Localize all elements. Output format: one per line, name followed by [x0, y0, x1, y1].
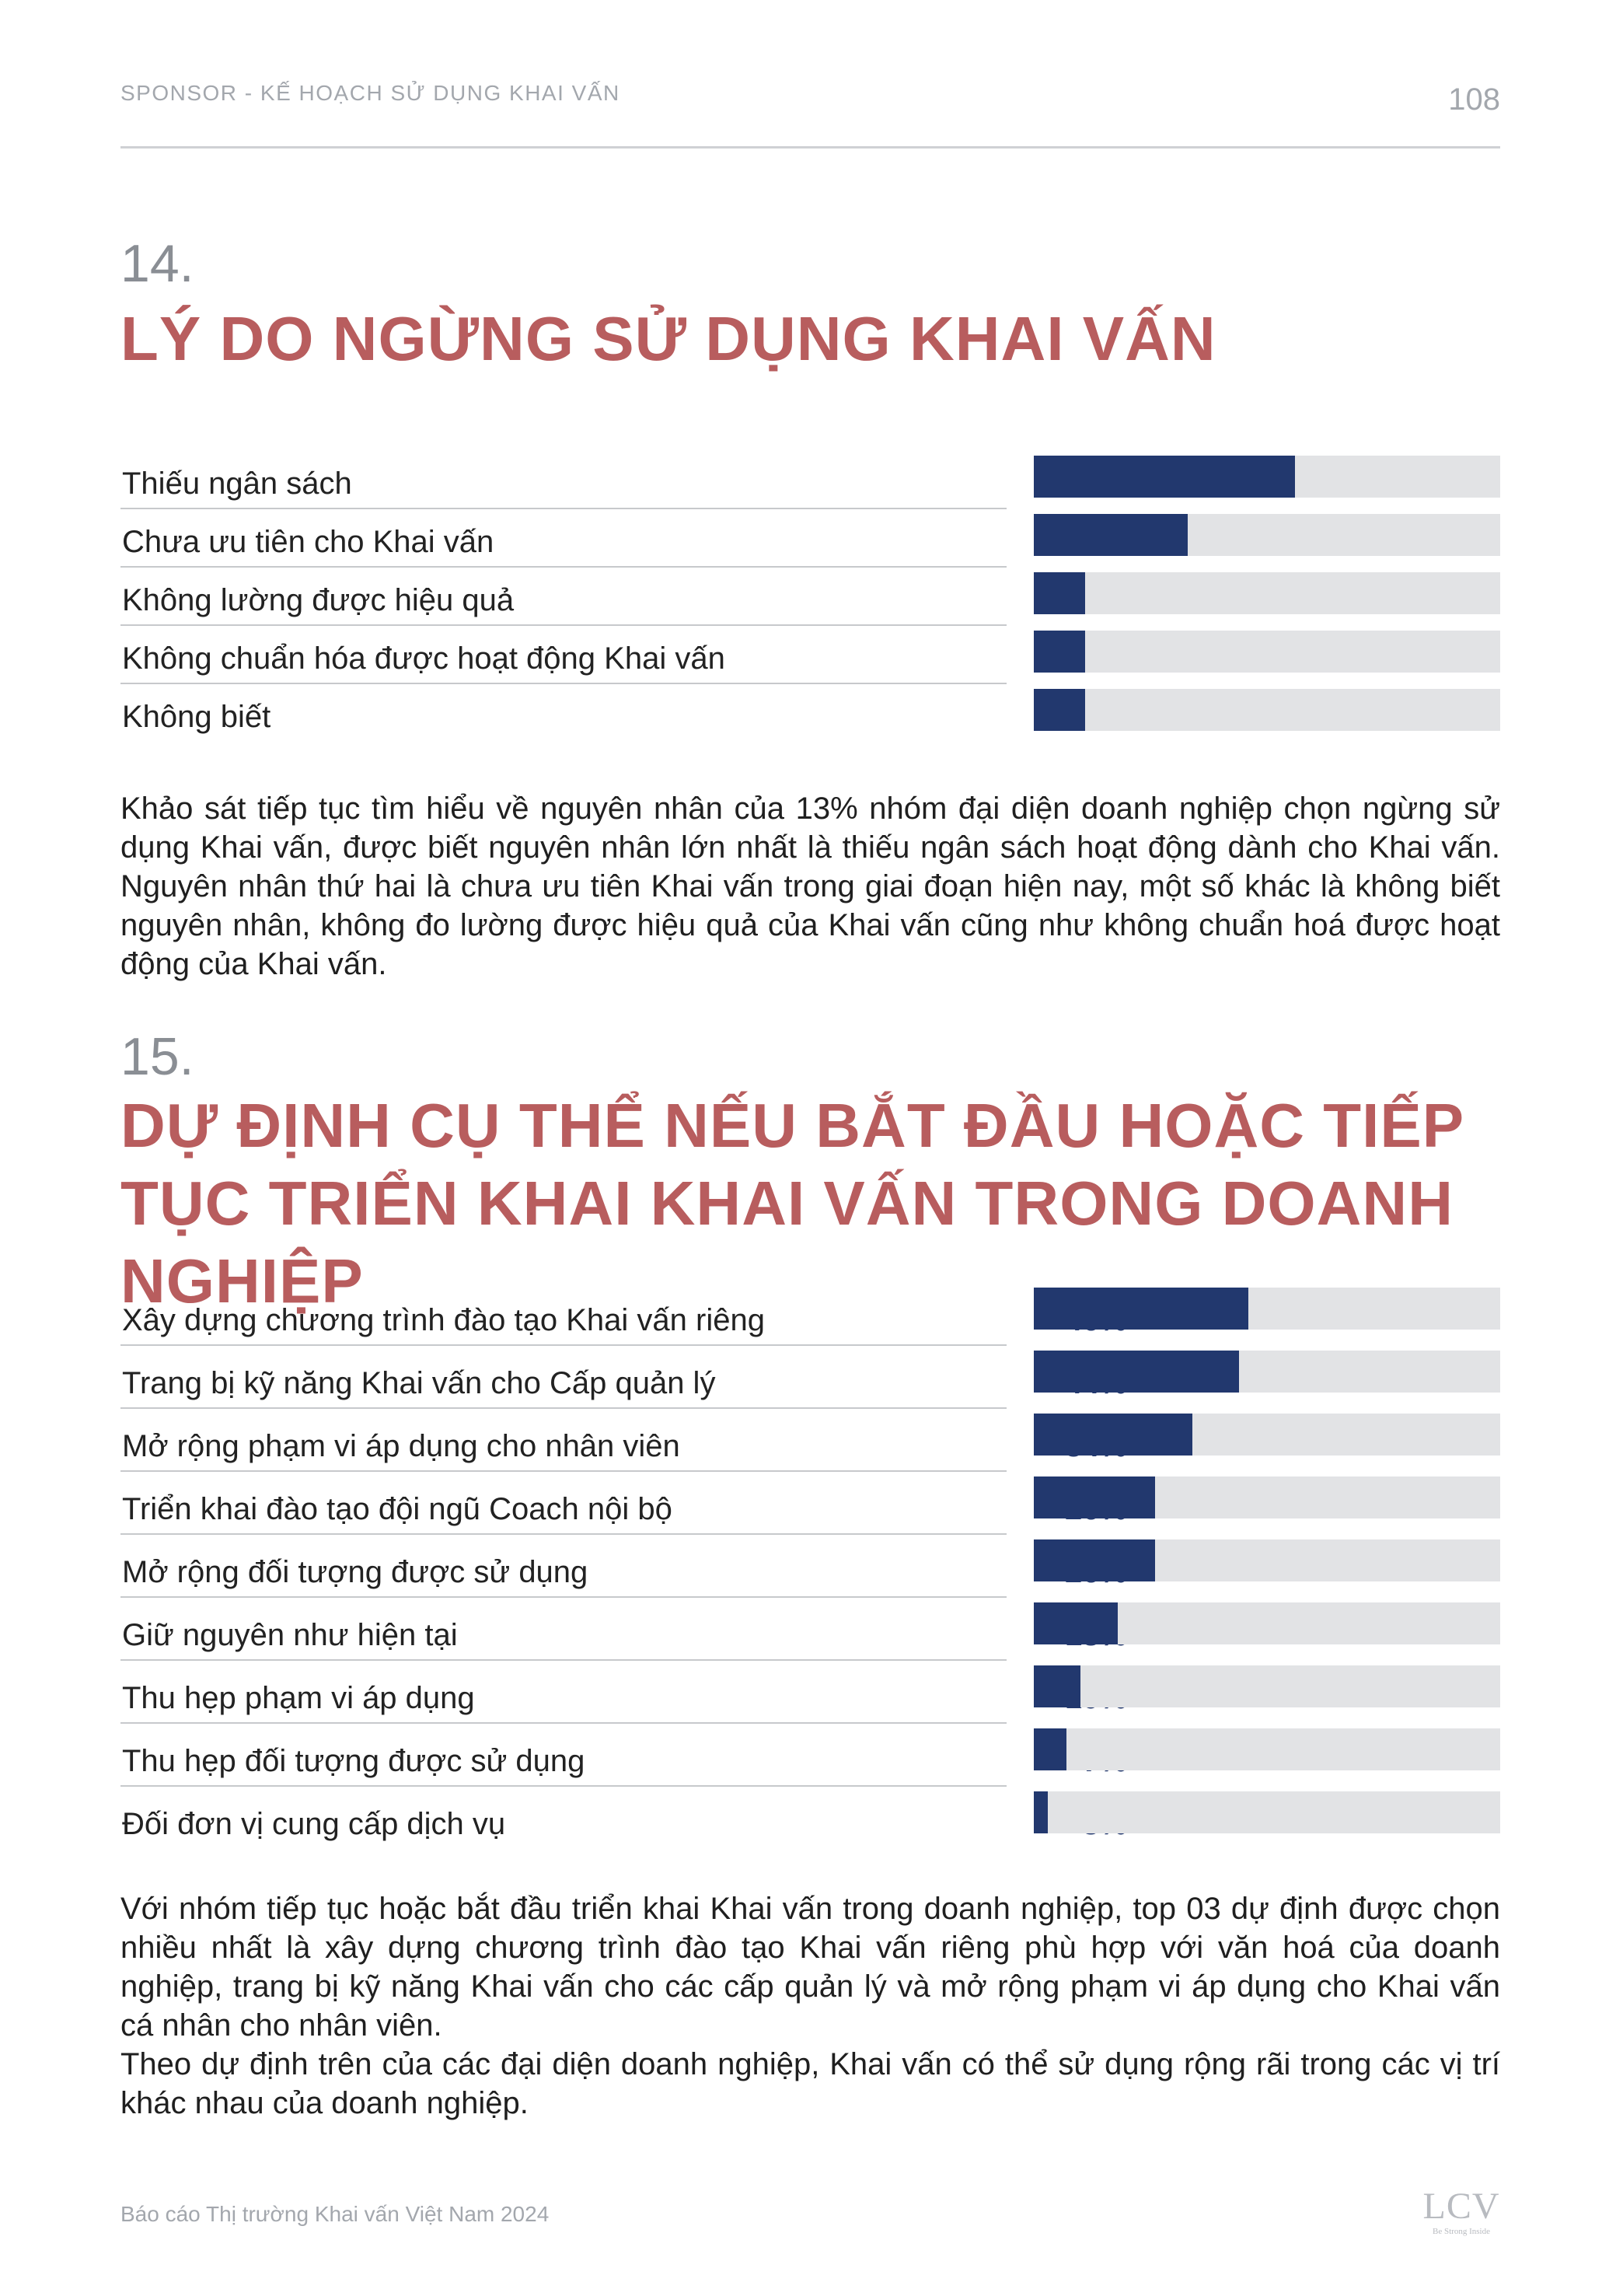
section-15-number: 15.: [120, 1027, 194, 1086]
bar-category-label: Mở rộng đối tượng được sử dụng: [122, 1555, 588, 1589]
chart-row: [120, 626, 1500, 684]
chart-row: [120, 1724, 1500, 1787]
section-15-paragraph: [120, 1889, 1500, 2123]
bar: [1034, 572, 1085, 614]
section-14-number: 14.: [120, 234, 194, 293]
bar-track: [1034, 1414, 1500, 1456]
chart-row: [120, 1598, 1500, 1661]
bar-category-label: Mở rộng phạm vi áp dụng cho nhân viên: [122, 1429, 680, 1463]
bar-track: [1034, 572, 1500, 614]
bar-track: [1034, 456, 1500, 498]
chart-row: [120, 451, 1500, 509]
bar-track: [1034, 1728, 1500, 1770]
bar: [1034, 1665, 1080, 1707]
chart-row: [120, 684, 1500, 743]
bar-category-label: Triển khai đào tạo đội ngũ Coach nội bộ: [122, 1492, 672, 1526]
running-header: SPONSOR - KẾ HOẠCH SỬ DỤNG KHAI VẤN: [120, 81, 620, 105]
bar-track: [1034, 1476, 1500, 1518]
section-14-text: Khảo sát tiếp tục tìm hiểu về nguyên nhân của 13% nhóm đại diện doanh nghiệp chọn ngừng sử dụng Khai vấn, được biết nguyên nhân lớn nhất là thiếu ngân sách hoạt động dành cho Khai vấn. Nguyên nhân thứ hai là chưa ưu tiên Khai vấn trong giai đoạn hiện nay, một số khác là không biết nguyên nhân, không đo lường được hiệu quả của Khai vấn cũng như không chuẩn hoá được hoạt động của Khai vấn.: [120, 792, 1500, 981]
bar-track: [1034, 1791, 1500, 1833]
section-15-text-1: Với nhóm tiếp tục hoặc bắt đầu triển khai Khai vấn trong doanh nghiệp, top 03 dự định được chọn nhiều nhất là xây dựng chương trình đào tạo Khai vấn riêng phù hợp với văn hoá của doanh nghiệp, trang bị kỹ năng Khai vấn cho các cấp quản lý và mở rộng phạm vi áp dụng cho Khai vấn cá nhân cho nhân viên.: [120, 1892, 1500, 2043]
page-number: 108: [1448, 82, 1500, 117]
bar-category-label: Không biết: [122, 700, 271, 734]
chart-row: [120, 1283, 1500, 1346]
reasons-bar-chart: [120, 451, 1500, 743]
bar: [1034, 514, 1188, 556]
header-divider: [120, 146, 1500, 149]
bar-category-label: Không lường được hiệu quả: [122, 583, 515, 617]
lcv-logo: [1422, 2186, 1500, 2236]
chart-row: [120, 568, 1500, 626]
chart-row: [120, 1346, 1500, 1409]
chart-row: [120, 509, 1500, 568]
bar-category-label: Đối đơn vị cung cấp dịch vụ: [122, 1807, 506, 1841]
bar: [1034, 1539, 1155, 1581]
bar-category-label: Xây dựng chương trình đào tạo Khai vấn riêng: [122, 1303, 765, 1337]
bar: [1034, 1351, 1239, 1393]
bar: [1034, 1728, 1066, 1770]
bar-category-label: Không chuẩn hóa được hoạt động Khai vấn: [122, 641, 725, 676]
bar-track: [1034, 514, 1500, 556]
section-14-title: LÝ DO NGỪNG SỬ DỤNG KHAI VẤN: [120, 304, 1216, 373]
bar-track: [1034, 631, 1500, 673]
plans-bar-chart: [120, 1283, 1500, 1850]
chart-row: [120, 1472, 1500, 1535]
section-14-paragraph: [120, 789, 1500, 984]
bar-category-label: Thu hẹp phạm vi áp dụng: [122, 1681, 475, 1715]
section-15-title: DỰ ĐỊNH CỤ THỂ NẾU BẮT ĐẦU HOẶC TIẾP TỤC TRIỂN KHAI KHAI VẤN TRONG DOANH NGHIỆP: [120, 1091, 1464, 1316]
bar-track: [1034, 1665, 1500, 1707]
footer-report-title: Báo cáo Thị trường Khai vấn Việt Nam 2024: [120, 2202, 550, 2226]
bar: [1034, 1791, 1048, 1833]
chart-row: [120, 1787, 1500, 1850]
logo-wordmark: LCV: [1422, 2186, 1500, 2227]
bar-track: [1034, 689, 1500, 731]
bar-category-label: Thu hẹp đối tượng được sử dụng: [122, 1744, 585, 1778]
bar-track: [1034, 1288, 1500, 1330]
bar-track: [1034, 1351, 1500, 1393]
logo-tagline: Be Strong Inside: [1433, 2227, 1490, 2236]
bar-track: [1034, 1539, 1500, 1581]
bar-category-label: Chưa ưu tiên cho Khai vấn: [122, 525, 494, 559]
bar-category-label: Giữ nguyên như hiện tại: [122, 1618, 458, 1652]
chart-row: [120, 1535, 1500, 1598]
bar: [1034, 1288, 1248, 1330]
bar-track: [1034, 1602, 1500, 1644]
chart-row: [120, 1409, 1500, 1472]
bar: [1034, 689, 1085, 731]
chart-row: [120, 1661, 1500, 1724]
section-15-text-2: Theo dự định trên của các đại diện doanh nghiệp, Khai vấn có thể sử dụng rộng rãi trong các vị trí khác nhau của doanh nghiệp.: [120, 2047, 1500, 2120]
bar: [1034, 631, 1085, 673]
bar: [1034, 456, 1295, 498]
bar: [1034, 1414, 1192, 1456]
bar-category-label: Thiếu ngân sách: [122, 467, 352, 501]
bar: [1034, 1602, 1118, 1644]
bar-category-label: Trang bị kỹ năng Khai vấn cho Cấp quản lý: [122, 1366, 716, 1400]
bar: [1034, 1476, 1155, 1518]
